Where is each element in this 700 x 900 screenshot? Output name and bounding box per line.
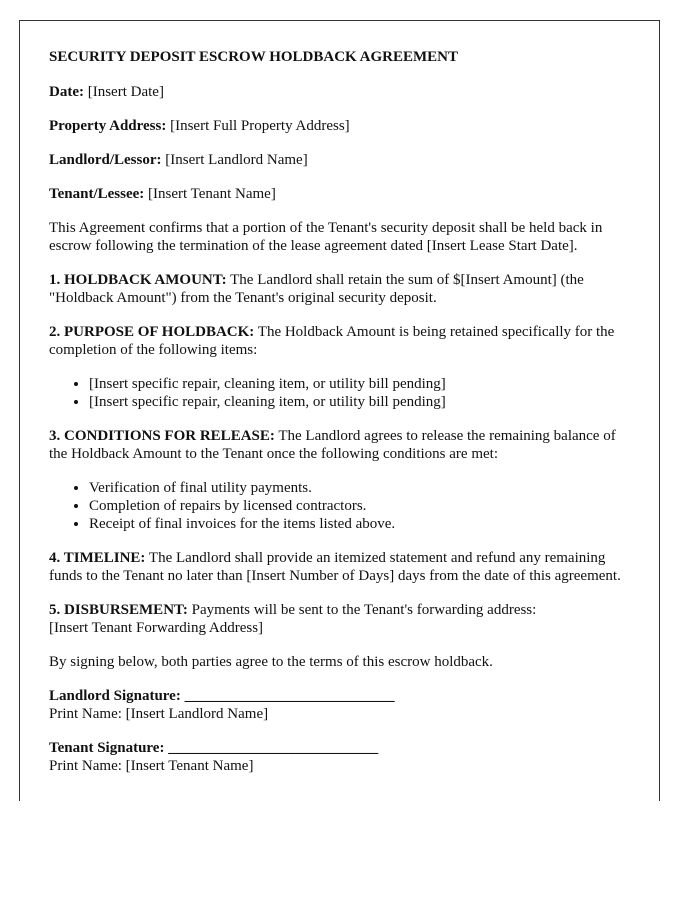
field-date — [49, 83, 631, 101]
list-item: • [Insert specific repair, cleaning item, or utility bill pending] — [89, 393, 631, 411]
signature-blank: ____________________________ — [184, 688, 395, 704]
forwarding-address: [Insert Tenant Forwarding Address] — [49, 620, 264, 636]
list-item: • Receipt of final invoices for the items listed above. — [89, 515, 631, 533]
landlord-signature-line — [49, 687, 631, 705]
field-value: [Insert Full Property Address] — [170, 118, 350, 134]
field-property-address — [49, 117, 631, 135]
section-holdback-amount — [49, 271, 631, 307]
section-heading: 2. PURPOSE OF HOLDBACK: — [49, 324, 255, 340]
tenant-print-name: Print Name: [Insert Tenant Name] — [49, 758, 254, 774]
field-label: Tenant/Lessee: — [49, 186, 145, 202]
signature-blank: ____________________________ — [168, 740, 379, 756]
section-heading: 4. TIMELINE: — [49, 550, 146, 566]
section-text: Payments will be sent to the Tenant's forwarding address: — [191, 602, 537, 618]
purpose-list — [49, 375, 631, 411]
section-text: The Holdback Amount is being retained specifically for the completion of the following items: — [49, 324, 615, 358]
field-label: Landlord/Lessor: — [49, 152, 162, 168]
list-item: • Completion of repairs by licensed contractors. — [89, 497, 631, 515]
field-value: [Insert Landlord Name] — [165, 152, 308, 168]
field-landlord — [49, 151, 631, 169]
section-disbursement — [49, 601, 631, 637]
list-item: • Verification of final utility payments. — [89, 479, 631, 497]
intro-paragraph: This Agreement confirms that a portion of the Tenant's security deposit shall be held back in escrow following the termination of the lease agreement dated [Insert Lease Start Date]. — [49, 220, 603, 254]
tenant-signature-block — [49, 739, 631, 775]
field-label: Property Address: — [49, 118, 167, 134]
section-text: The Landlord agrees to release the remaining balance of the Holdback Amount to the Tenant once the following conditions are met: — [49, 428, 616, 462]
signature-label: Tenant Signature: — [49, 740, 165, 756]
field-value: [Insert Tenant Name] — [148, 186, 276, 202]
section-purpose — [49, 323, 631, 359]
landlord-signature-block — [49, 687, 631, 723]
signature-label: Landlord Signature: — [49, 688, 181, 704]
section-text: The Landlord shall provide an itemized statement and refund any remaining funds to the Tenant no later than [Insert Number of Days] days from the date of this agreement. — [49, 550, 621, 584]
field-tenant — [49, 185, 631, 203]
document-page — [19, 20, 660, 801]
section-timeline — [49, 549, 631, 585]
section-text: The Landlord shall retain the sum of $[Insert Amount] (the "Holdback Amount") from the Tenant's original security deposit. — [49, 272, 584, 306]
tenant-signature-line — [49, 739, 631, 757]
landlord-print-name: Print Name: [Insert Landlord Name] — [49, 706, 269, 722]
section-heading: 3. CONDITIONS FOR RELEASE: — [49, 428, 275, 444]
conditions-list — [49, 479, 631, 533]
closing-statement: By signing below, both parties agree to the terms of this escrow holdback. — [49, 654, 493, 670]
section-conditions — [49, 427, 631, 463]
section-heading: 1. HOLDBACK AMOUNT: — [49, 272, 227, 288]
document-title: SECURITY DEPOSIT ESCROW HOLDBACK AGREEMENT — [49, 49, 458, 65]
field-label: Date: — [49, 84, 84, 100]
field-value: [Insert Date] — [87, 84, 164, 100]
list-item: • [Insert specific repair, cleaning item, or utility bill pending] — [89, 375, 631, 393]
section-heading: 5. DISBURSEMENT: — [49, 602, 188, 618]
